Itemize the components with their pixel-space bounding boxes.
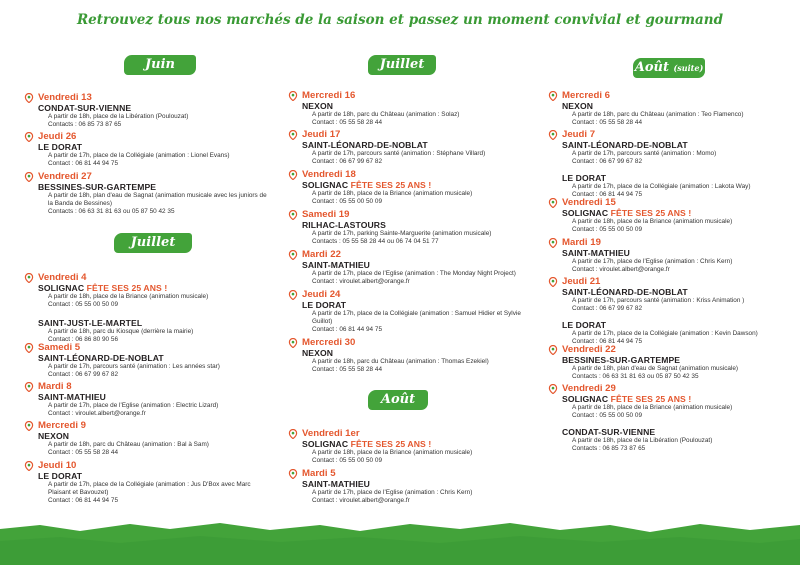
event-desc: A partir de 18h, parc du Château (animation : Bal à Sam)	[48, 441, 209, 448]
event-item	[24, 381, 274, 418]
event-contact: Contact : 06 67 99 67 82	[572, 305, 642, 312]
event-contact: Contacts : 06 63 31 81 63 ou 05 87 50 42 35	[572, 373, 699, 380]
month-banner-aout: Août	[368, 390, 428, 410]
event-day: Mercredi 16	[302, 90, 356, 101]
map-pin-icon	[288, 290, 298, 300]
event-place: RILHAC-LASTOURS	[302, 220, 386, 230]
event-contact: Contact : 06 81 44 94 75	[48, 160, 118, 167]
event-contact: Contact : 05 55 00 50 09	[312, 457, 382, 464]
map-pin-icon	[288, 91, 298, 101]
map-pin-icon	[288, 469, 298, 479]
event-desc: A partir de 18h, place de la Briance (animation musicale)	[312, 190, 473, 197]
event-place: LE DORAT	[562, 173, 607, 183]
event-desc: A partir de 18h, place de la Libération (Poulouzat)	[572, 437, 713, 444]
event-item	[24, 92, 274, 129]
event-desc: A partir de 18h, place de la Briance (animation musicale)	[572, 218, 733, 225]
event-item	[24, 420, 274, 457]
event-contact: Contact : 05 55 58 28 44	[48, 449, 118, 456]
event-place: SAINT-LÉONARD-DE-NOBLAT	[562, 140, 688, 150]
event-desc: A partir de 18h, plan d'eau de Sagnat (animation musicale avec les juniors de la Banda de Bessines)	[48, 192, 267, 207]
event-place: SOLIGNAC	[562, 394, 609, 404]
event-place: LE DORAT	[38, 471, 83, 481]
event-desc: A partir de 18h, parc du Château (animation : Teo Flamenco)	[572, 111, 744, 118]
event-place: SOLIGNAC	[562, 208, 609, 218]
anniversary-label: FÊTE SES 25 ANS !	[350, 439, 432, 449]
event-desc: A partir de 18h, place de la Briance (animation musicale)	[572, 404, 733, 411]
event-contact: Contact : viroulet.albert@orange.fr	[572, 266, 670, 273]
event-place: SAINT-MATHIEU	[38, 392, 106, 402]
event-item	[288, 428, 538, 465]
event-contact: Contact : 06 67 99 67 82	[312, 158, 382, 165]
event-day: Mardi 5	[302, 468, 336, 479]
event-contact: Contact : 06 86 80 90 56	[48, 336, 118, 343]
event-desc: A partir de 17h, parcours santé (animation : Les années star)	[48, 363, 220, 370]
event-day: Jeudi 21	[562, 276, 601, 287]
event-item	[288, 289, 538, 334]
event-item	[548, 383, 798, 453]
event-item	[24, 272, 274, 344]
event-place: CONDAT-SUR-VIENNE	[562, 427, 656, 437]
map-pin-icon	[288, 429, 298, 439]
event-contact: Contact : 06 81 44 94 75	[312, 326, 382, 333]
event-place: BESSINES-SUR-GARTEMPE	[38, 182, 157, 192]
event-place: SAINT-MATHIEU	[302, 479, 370, 489]
event-day: Jeudi 26	[38, 131, 77, 142]
event-day: Vendredi 27	[38, 171, 92, 182]
event-contact: Contact : 05 55 58 28 44	[312, 119, 382, 126]
event-contact: Contacts : 06 63 31 81 63 ou 05 87 50 42 35	[48, 208, 175, 215]
event-place: SOLIGNAC	[38, 283, 85, 293]
event-contact: Contact : 06 81 44 94 75	[48, 497, 118, 504]
map-pin-icon	[288, 130, 298, 140]
event-desc: A partir de 17h, parking Sainte-Marguerite (animation musicale)	[312, 230, 492, 237]
event-desc: A partir de 17h, parcours santé (animation : Momo)	[572, 150, 717, 157]
event-desc: A partir de 18h, parc du Kiosque (derrière la mairie)	[48, 328, 194, 335]
event-place: NEXON	[302, 348, 334, 358]
anniversary-label: FÊTE SES 25 ANS !	[350, 180, 432, 190]
event-contact: Contact : 06 67 99 67 82	[572, 158, 642, 165]
map-pin-icon	[548, 384, 558, 394]
event-day: Mardi 19	[562, 237, 601, 248]
event-item	[24, 342, 274, 379]
map-pin-icon	[548, 91, 558, 101]
map-pin-icon	[548, 277, 558, 287]
anniversary-label: FÊTE SES 25 ANS !	[86, 283, 168, 293]
event-item	[548, 344, 798, 381]
event-item	[548, 276, 798, 346]
page-title: Retrouvez tous nos marchés de la saison et passez un moment convivial et gourmand	[76, 12, 724, 28]
event-place: LE DORAT	[562, 320, 607, 330]
month-banner-juillet: Juillet	[368, 55, 436, 75]
event-day: Mardi 8	[38, 381, 72, 392]
event-place: CONDAT-SUR-VIENNE	[38, 103, 132, 113]
event-contact: Contact : 06 81 44 94 75	[572, 191, 642, 198]
event-place: SOLIGNAC	[302, 439, 349, 449]
event-desc: A partir de 17h, parcours santé (animation : Kriss Animation )	[572, 297, 745, 304]
event-contact: Contact : 05 55 58 28 44	[572, 119, 642, 126]
event-contact: Contact : viroulet.albert@orange.fr	[312, 497, 410, 504]
event-contact: Contact : 05 55 00 50 09	[312, 198, 382, 205]
event-desc: A partir de 17h, place de la Collégiale (animation : Jus D'Box avec Marc Plaisant et Bavouzet)	[48, 481, 251, 496]
event-contact: Contact : 05 55 00 50 09	[48, 301, 118, 308]
event-place: SOLIGNAC	[302, 180, 349, 190]
event-item	[548, 129, 798, 199]
event-contact: Contacts : 06 85 73 87 65	[572, 445, 646, 452]
event-day: Mardi 22	[302, 249, 341, 260]
event-item	[548, 237, 798, 274]
map-pin-icon	[548, 238, 558, 248]
event-item	[24, 131, 274, 168]
map-pin-icon	[24, 343, 34, 353]
event-day: Vendredi 13	[38, 92, 92, 103]
event-day: Vendredi 4	[38, 272, 87, 283]
event-contact: Contact : 05 55 00 50 09	[572, 412, 642, 419]
month-suffix: (suite)	[673, 63, 704, 73]
event-contact: Contact : viroulet.albert@orange.fr	[312, 278, 410, 285]
event-place: SAINT-LÉONARD-DE-NOBLAT	[38, 353, 164, 363]
event-item	[548, 90, 798, 127]
event-day: Jeudi 17	[302, 129, 341, 140]
map-pin-icon	[288, 170, 298, 180]
event-day: Mercredi 9	[38, 420, 86, 431]
map-pin-icon	[288, 250, 298, 260]
event-contact: Contact : 05 55 00 50 09	[572, 226, 642, 233]
event-day: Vendredi 22	[562, 344, 616, 355]
month-label: Août	[634, 60, 669, 75]
event-item	[288, 249, 538, 286]
month-banner-juillet: Juillet	[114, 233, 192, 253]
event-desc: A partir de 17h, place de la Collégiale (animation : Lionel Evans)	[48, 152, 230, 159]
event-place: SAINT-MATHIEU	[302, 260, 370, 270]
event-desc: A partir de 17h, place de l'Eglise (animation : Electric Lizard)	[48, 402, 219, 409]
event-item	[548, 197, 798, 234]
event-place: NEXON	[562, 101, 594, 111]
event-contact: Contacts : 06 85 73 87 65	[48, 121, 122, 128]
map-pin-icon	[548, 345, 558, 355]
event-day: Samedi 19	[302, 209, 350, 220]
event-item	[288, 337, 538, 374]
event-place: SAINT-LÉONARD-DE-NOBLAT	[302, 140, 428, 150]
event-day: Jeudi 7	[562, 129, 596, 140]
event-place: NEXON	[38, 431, 70, 441]
event-day: Jeudi 10	[38, 460, 77, 471]
event-contact: Contact : viroulet.albert@orange.fr	[48, 410, 146, 417]
month-banner-aout-suite	[633, 58, 705, 78]
event-desc: A partir de 18h, place de la Briance (animation musicale)	[48, 293, 209, 300]
map-pin-icon	[24, 421, 34, 431]
event-contact: Contact : 05 55 58 28 44	[312, 366, 382, 373]
map-pin-icon	[548, 130, 558, 140]
event-item	[288, 468, 538, 505]
event-place: LE DORAT	[38, 142, 83, 152]
event-place: SAINT-JUST-LE-MARTEL	[38, 318, 143, 328]
event-place: NEXON	[302, 101, 334, 111]
event-desc: A partir de 18h, parc du Château (animation : Solaz)	[312, 111, 460, 118]
event-desc: A partir de 17h, place de l'Eglise (animation : The Monday Night Project)	[312, 270, 516, 277]
map-pin-icon	[288, 210, 298, 220]
event-contact: Contact : 06 81 44 94 75	[572, 338, 642, 345]
event-desc: A partir de 18h, place de la Libération (Poulouzat)	[48, 113, 189, 120]
event-desc: A partir de 17h, parcours santé (animation : Stéphane Villard)	[312, 150, 486, 157]
map-pin-icon	[548, 198, 558, 208]
event-contact: Contact : 06 67 99 67 82	[48, 371, 118, 378]
map-pin-icon	[288, 338, 298, 348]
map-pin-icon	[24, 172, 34, 182]
event-item	[288, 209, 538, 246]
map-pin-icon	[24, 273, 34, 283]
event-contact: Contacts : 05 55 58 28 44 ou 06 74 04 51 77	[312, 238, 439, 245]
anniversary-label: FÊTE SES 25 ANS !	[610, 394, 692, 404]
event-item	[24, 460, 274, 505]
event-desc: A partir de 18h, plan d'eau de Sagnat (animation musicale)	[572, 365, 739, 372]
anniversary-label: FÊTE SES 25 ANS !	[610, 208, 692, 218]
event-item	[288, 129, 538, 166]
event-desc: A partir de 18h, parc du Château (animation : Thomas Ezekiel)	[312, 358, 489, 365]
event-place: BESSINES-SUR-GARTEMPE	[562, 355, 681, 365]
event-day: Mercredi 6	[562, 90, 610, 101]
event-day: Vendredi 1er	[302, 428, 360, 439]
event-day: Vendredi 29	[562, 383, 616, 394]
event-place: LE DORAT	[302, 300, 347, 310]
event-day: Jeudi 24	[302, 289, 341, 300]
event-item	[288, 169, 538, 206]
event-desc: A partir de 17h, place de l'Eglise (animation : Chris Kern)	[312, 489, 473, 496]
event-desc: A partir de 17h, place de la Collégiale (animation : Samuel Hidier et Sylvie Guillot)	[312, 310, 521, 325]
map-pin-icon	[24, 93, 34, 103]
event-place: SAINT-MATHIEU	[562, 248, 630, 258]
event-place: SAINT-LÉONARD-DE-NOBLAT	[562, 287, 688, 297]
event-desc: A partir de 17h, place de la Collégiale (animation : Lakota Way)	[572, 183, 751, 190]
event-day: Samedi 5	[38, 342, 81, 353]
event-day: Mercredi 30	[302, 337, 356, 348]
map-pin-icon	[24, 382, 34, 392]
event-day: Vendredi 15	[562, 197, 616, 208]
event-desc: A partir de 18h, place de la Briance (animation musicale)	[312, 449, 473, 456]
event-day: Vendredi 18	[302, 169, 356, 180]
event-item	[24, 171, 274, 216]
event-desc: A partir de 17h, place de l'Eglise (animation : Chris Kern)	[572, 258, 733, 265]
event-desc: A partir de 17h, place de la Collégiale (animation : Kevin Dawson)	[572, 330, 758, 337]
map-pin-icon	[24, 132, 34, 142]
event-item	[288, 90, 538, 127]
grass-decoration	[0, 515, 800, 565]
month-banner-juin: Juin	[124, 55, 196, 75]
map-pin-icon	[24, 461, 34, 471]
